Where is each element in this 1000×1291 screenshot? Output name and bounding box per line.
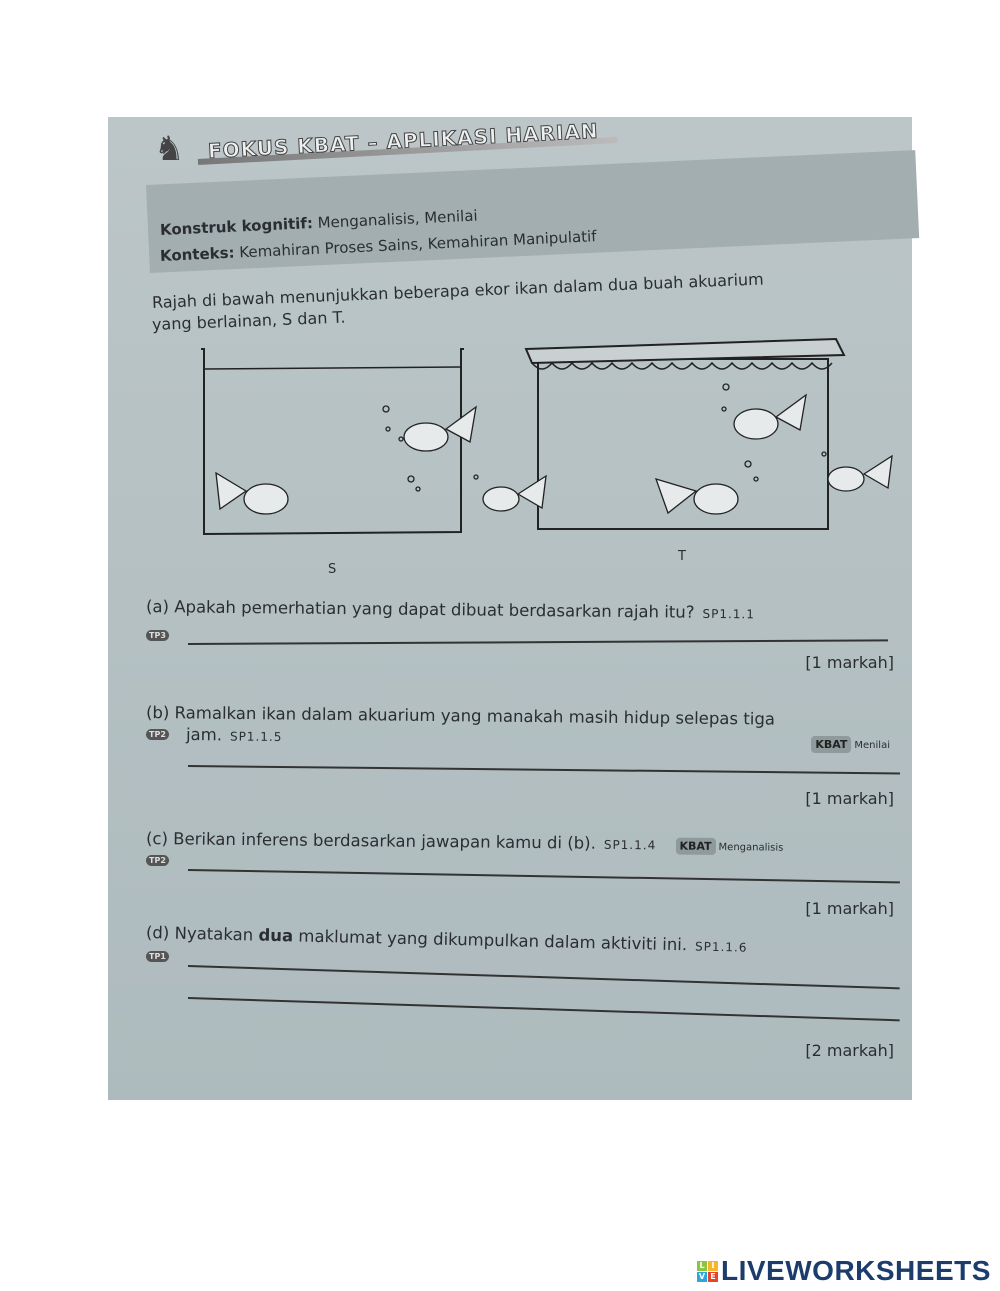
- label-t: T: [678, 549, 686, 564]
- worksheet-photo: [108, 117, 912, 1100]
- tp-badge: TP3: [146, 630, 169, 641]
- question-c: (c) Berikan inferens berdasarkan jawapan kamu di (b). SP1.1.4 KBAT Menganalisis: [145, 829, 784, 854]
- answer-line-a[interactable]: [188, 639, 888, 644]
- konteks-line: Konteks: Kemahiran Proses Sains, Kemahiran Manipulatif: [159, 227, 597, 265]
- marks-d: [2 markah]: [805, 1041, 894, 1060]
- brand-name: LIVEWORKSHEETS: [721, 1255, 991, 1286]
- aquarium-t: [526, 339, 844, 529]
- tp-badge: TP2: [146, 855, 169, 866]
- tp-badge: TP2: [146, 729, 169, 740]
- question-d: (d) Nyatakan dua maklumat yang dikumpulkan dalam aktiviti ini. SP1.1.6: [145, 923, 748, 955]
- konstruk-line: Konstruk kognitif: Menganalisis, Menilai: [159, 206, 479, 239]
- marks-c: [1 markah]: [805, 899, 894, 918]
- kbat-badge-b: KBAT Menilai: [811, 733, 890, 752]
- answer-line-c[interactable]: [188, 869, 900, 883]
- answer-line-d1[interactable]: [188, 965, 900, 989]
- answer-line-b[interactable]: [188, 765, 900, 774]
- label-s: S: [328, 562, 337, 577]
- tp-badge: TP1: [146, 951, 169, 962]
- answer-line-d2[interactable]: [188, 997, 900, 1021]
- intro-line-2: yang berlainan, S dan T.: [151, 307, 346, 334]
- question-a: (a) Apakah pemerhatian yang dapat dibuat berdasarkan rajah itu? SP1.1.1: [145, 597, 755, 622]
- page-title: FOKUS KBAT – APLIKASI HARIAN: [207, 118, 600, 163]
- live-icon: L I V E: [697, 1261, 718, 1282]
- mascot-icon: ♞: [154, 129, 185, 169]
- aquarium-figure: [196, 329, 916, 549]
- fish-icon: [216, 395, 892, 514]
- question-b: (b) Ramalkan ikan dalam akuarium yang manakah masih hidup selepas tiga: [145, 703, 776, 729]
- liveworksheets-logo: [697, 1255, 991, 1287]
- marks-a: [1 markah]: [805, 653, 894, 672]
- intro-line-1: Rajah di bawah menunjukkan beberapa ekor ikan dalam dua buah akuarium: [151, 269, 765, 312]
- marks-b: [1 markah]: [805, 789, 894, 808]
- question-b-cont: jam. SP1.1.5: [185, 725, 283, 745]
